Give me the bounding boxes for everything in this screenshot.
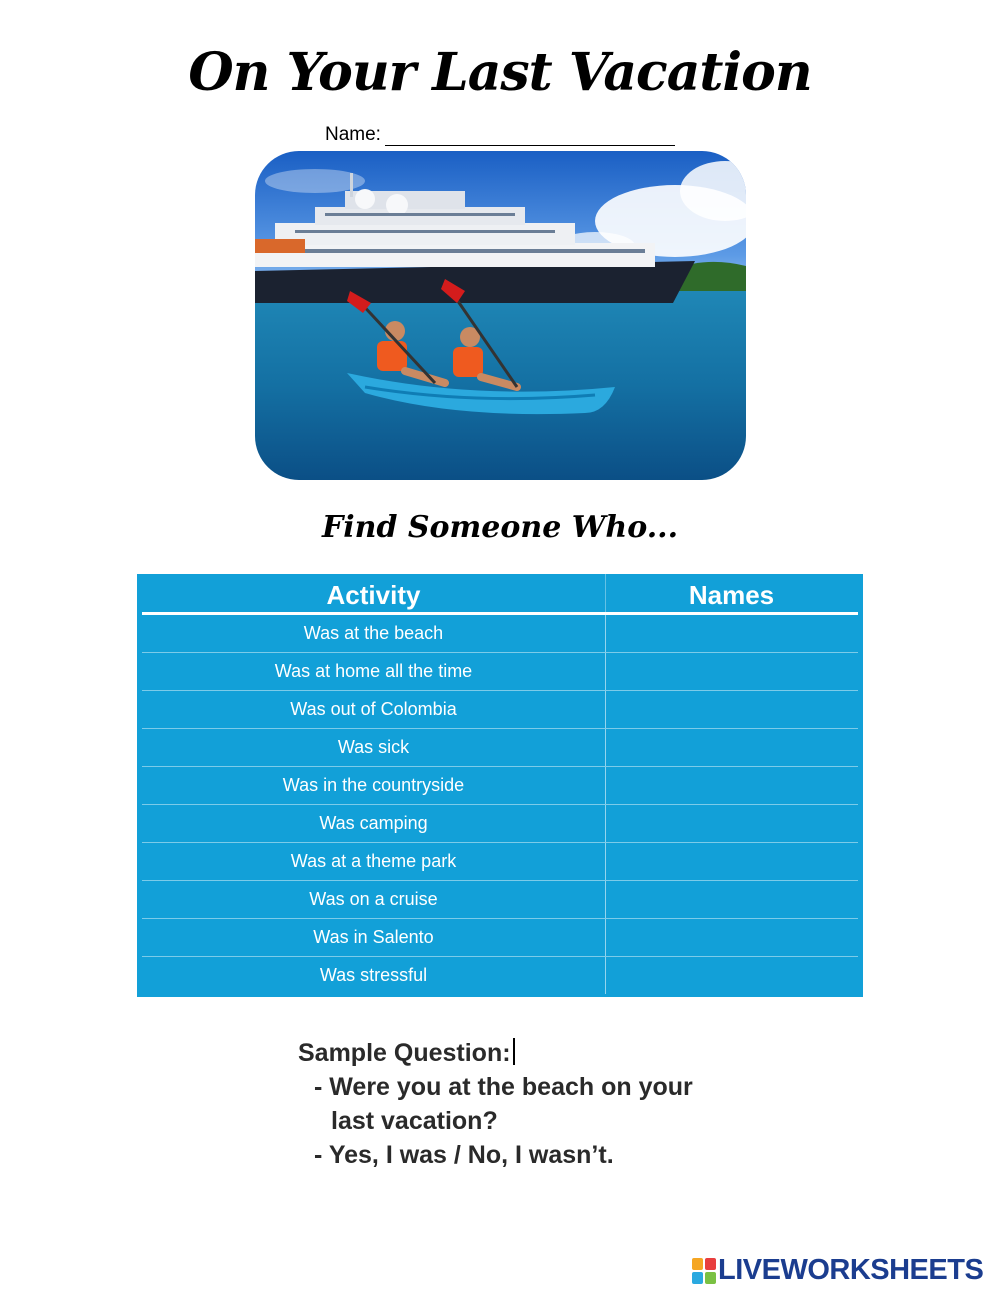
activity-cell: Was at a theme park <box>142 843 606 880</box>
table-body <box>142 615 858 994</box>
sample-heading: Sample Question: <box>298 1039 511 1067</box>
activity-cell: Was out of Colombia <box>142 691 606 728</box>
cruise-ship-kayak-photo <box>255 151 746 480</box>
names-input-cell[interactable] <box>606 729 858 766</box>
table-header <box>142 574 858 615</box>
names-input-cell[interactable] <box>606 653 858 690</box>
names-header: Names <box>688 580 775 610</box>
sample-question: - Were you at the beach on your <box>314 1073 693 1101</box>
activity-cell: Was in Salento <box>142 919 606 956</box>
sample-heading-line <box>298 1036 693 1070</box>
table-row <box>142 729 858 767</box>
worksheet-title: On Your Last Vacation <box>188 42 812 103</box>
name-field <box>325 124 675 146</box>
activity-cell: Was at home all the time <box>142 653 606 690</box>
activity-cell: Was stressful <box>142 957 606 994</box>
name-label: Name: <box>325 124 381 145</box>
table-row <box>142 805 858 843</box>
table-row <box>142 881 858 919</box>
text-cursor <box>513 1038 515 1065</box>
sample-question-block <box>298 1036 693 1172</box>
activity-cell: Was at the beach <box>142 615 606 652</box>
table-row <box>142 957 858 994</box>
activity-cell: Was camping <box>142 805 606 842</box>
names-input-cell[interactable] <box>606 919 858 956</box>
table-row <box>142 653 858 691</box>
names-input-cell[interactable] <box>606 881 858 918</box>
names-input-cell[interactable] <box>606 805 858 842</box>
sample-question-continued: last vacation? <box>331 1107 498 1135</box>
table-row <box>142 691 858 729</box>
names-input-cell[interactable] <box>606 957 858 994</box>
activity-cell: Was in the countryside <box>142 767 606 804</box>
activity-header: Activity <box>326 580 421 610</box>
names-input-cell[interactable] <box>606 843 858 880</box>
table-row <box>142 767 858 805</box>
liveworksheets-icon <box>692 1258 716 1284</box>
activity-cell: Was sick <box>142 729 606 766</box>
table-row <box>142 615 858 653</box>
activity-cell: Was on a cruise <box>142 881 606 918</box>
names-input-cell[interactable] <box>606 691 858 728</box>
header-divider <box>605 574 606 612</box>
sample-answer: - Yes, I was / No, I wasn’t. <box>314 1141 614 1169</box>
name-input-line[interactable] <box>385 129 675 146</box>
activity-subtitle: Find Someone Who... <box>321 510 679 545</box>
table-row <box>142 919 858 957</box>
liveworksheets-logo <box>692 1254 983 1287</box>
names-input-cell[interactable] <box>606 767 858 804</box>
find-someone-table <box>137 574 863 997</box>
brand-text: LIVEWORKSHEETS <box>718 1254 984 1286</box>
table-row <box>142 843 858 881</box>
names-input-cell[interactable] <box>606 615 858 652</box>
